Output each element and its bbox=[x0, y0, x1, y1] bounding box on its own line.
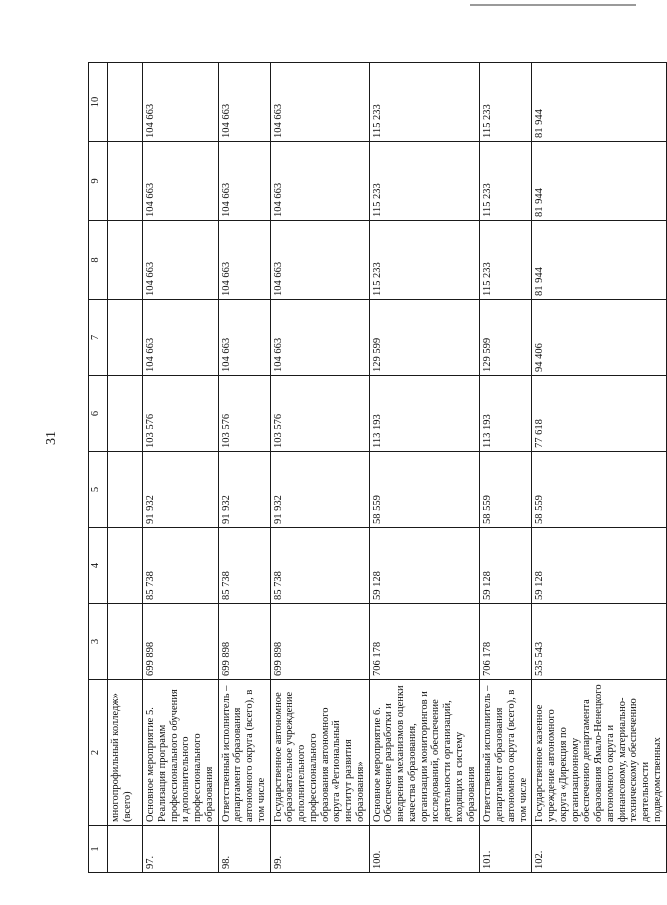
cell-value: 103 576 bbox=[270, 376, 369, 452]
row-name: Государственное казенное учреждение автономного округа «Дирекция по организационному обеспечению департамента образования Ямало-Ненецкого автономного округа и финансовому, материально-техническому обеспечению деятельности подведомственных bbox=[532, 680, 666, 826]
cell-value: 77 618 bbox=[532, 376, 666, 452]
row-number: 97. bbox=[143, 826, 219, 873]
cell-value: 103 576 bbox=[143, 376, 219, 452]
cell-value: 115 233 bbox=[369, 63, 480, 142]
cell-value: 81 944 bbox=[532, 221, 666, 300]
cell-value bbox=[108, 528, 143, 604]
cell-value: 115 233 bbox=[369, 221, 480, 300]
cell-value: 104 663 bbox=[218, 63, 270, 142]
table-row bbox=[480, 63, 532, 873]
row-number: 100. bbox=[369, 826, 480, 873]
rotated-page-content bbox=[88, 63, 663, 873]
cell-value: 104 663 bbox=[270, 221, 369, 300]
cell-value: 104 663 bbox=[218, 300, 270, 376]
cell-value: 58 559 bbox=[480, 452, 532, 528]
table-row bbox=[143, 63, 219, 873]
cell-value: 103 576 bbox=[218, 376, 270, 452]
row-name: Основное мероприятие 6. Обеспечение разработки и внедрения механизмов оценки качества образования, организации мониторингов и исследований, обеспечение деятельности организаций, входящих в систему образования bbox=[369, 680, 480, 826]
row-name: Государственное автономное образовательное учреждение дополнительного профессионального образования автономного округа «Региональный институт развития образования» bbox=[270, 680, 369, 826]
cell-value: 699 898 bbox=[270, 604, 369, 680]
cell-value: 115 233 bbox=[480, 142, 532, 221]
row-number: 101. bbox=[480, 826, 532, 873]
row-number: 102. bbox=[532, 826, 666, 873]
cell-value: 535 543 bbox=[532, 604, 666, 680]
table-row bbox=[108, 63, 143, 873]
row-name: Основное мероприятие 5. Реализация программ профессионального обучения и дополнительного профессионального образования bbox=[143, 680, 219, 826]
cell-value: 59 128 bbox=[480, 528, 532, 604]
header-cell: 8 bbox=[89, 221, 108, 300]
cell-value: 58 559 bbox=[532, 452, 666, 528]
cell-value: 706 178 bbox=[480, 604, 532, 680]
cell-value: 104 663 bbox=[270, 300, 369, 376]
cell-value: 94 406 bbox=[532, 300, 666, 376]
row-name: Ответственный исполнитель – департамент образования автономного округа (всего), в том числе bbox=[480, 680, 532, 826]
header-cell: 9 bbox=[89, 142, 108, 221]
cell-value bbox=[108, 63, 143, 142]
row-number: 99. bbox=[270, 826, 369, 873]
header-cell: 2 bbox=[89, 680, 108, 826]
cell-value: 85 738 bbox=[218, 528, 270, 604]
header-cell: 5 bbox=[89, 452, 108, 528]
table-row bbox=[532, 63, 666, 873]
cell-value: 104 663 bbox=[143, 142, 219, 221]
cell-value bbox=[108, 221, 143, 300]
table-row bbox=[369, 63, 480, 873]
budget-table bbox=[88, 62, 667, 873]
cell-value: 104 663 bbox=[143, 221, 219, 300]
header-cell: 3 bbox=[89, 604, 108, 680]
cell-value: 699 898 bbox=[143, 604, 219, 680]
table-row bbox=[218, 63, 270, 873]
cell-value: 129 599 bbox=[369, 300, 480, 376]
cell-value: 113 193 bbox=[369, 376, 480, 452]
cell-value: 85 738 bbox=[270, 528, 369, 604]
cell-value: 104 663 bbox=[270, 63, 369, 142]
cell-value: 104 663 bbox=[218, 142, 270, 221]
cell-value: 91 932 bbox=[143, 452, 219, 528]
table-header-row bbox=[89, 63, 108, 873]
cell-value: 104 663 bbox=[143, 63, 219, 142]
cell-value bbox=[108, 376, 143, 452]
cell-value: 706 178 bbox=[369, 604, 480, 680]
cell-value: 113 193 bbox=[480, 376, 532, 452]
cell-value bbox=[108, 452, 143, 528]
cell-value: 85 738 bbox=[143, 528, 219, 604]
table-row bbox=[270, 63, 369, 873]
cell-value: 59 128 bbox=[369, 528, 480, 604]
header-cell: 7 bbox=[89, 300, 108, 376]
cell-value: 104 663 bbox=[143, 300, 219, 376]
top-rule bbox=[470, 4, 636, 6]
cell-value bbox=[108, 142, 143, 221]
cell-value: 59 128 bbox=[532, 528, 666, 604]
row-number bbox=[108, 826, 143, 873]
header-cell: 1 bbox=[89, 826, 108, 873]
cell-value: 115 233 bbox=[369, 142, 480, 221]
cell-value: 699 898 bbox=[218, 604, 270, 680]
cell-value: 104 663 bbox=[270, 142, 369, 221]
cell-value: 81 944 bbox=[532, 63, 666, 142]
cell-value bbox=[108, 604, 143, 680]
cell-value: 115 233 bbox=[480, 221, 532, 300]
row-name: Ответственный исполнитель – департамент образования автономного округа (всего), в том числе bbox=[218, 680, 270, 826]
cell-value: 58 559 bbox=[369, 452, 480, 528]
cell-value: 91 932 bbox=[270, 452, 369, 528]
header-cell: 10 bbox=[89, 63, 108, 142]
cell-value: 129 599 bbox=[480, 300, 532, 376]
row-name: многопрофильный колледж» (всего) bbox=[108, 680, 143, 826]
page-number: 31 bbox=[44, 431, 59, 445]
header-cell: 4 bbox=[89, 528, 108, 604]
cell-value bbox=[108, 300, 143, 376]
cell-value: 81 944 bbox=[532, 142, 666, 221]
cell-value: 104 663 bbox=[218, 221, 270, 300]
cell-value: 115 233 bbox=[480, 63, 532, 142]
header-cell: 6 bbox=[89, 376, 108, 452]
row-number: 98. bbox=[218, 826, 270, 873]
cell-value: 91 932 bbox=[218, 452, 270, 528]
